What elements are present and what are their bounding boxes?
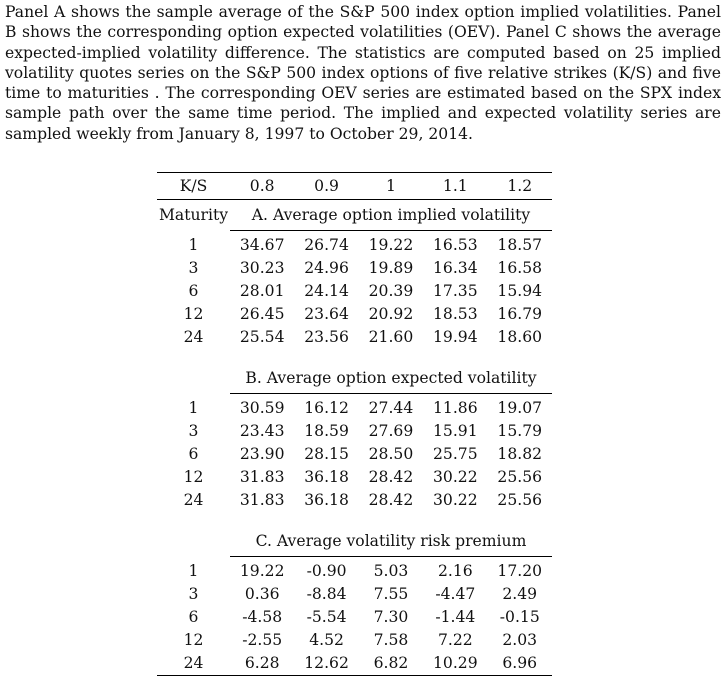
value-cell: -4.58 [242,608,283,626]
blank-cell [157,363,230,394]
value-cell: 27.69 [368,422,414,440]
volatility-table-body [157,173,552,676]
value-cell: 19.94 [432,328,478,346]
value-cell: -8.84 [306,585,347,603]
value-cell: 23.43 [239,422,285,440]
value-cell: 36.18 [304,491,349,509]
value-cell: 19.89 [368,259,414,277]
value-cell: 2.49 [502,585,538,603]
table-row [157,629,552,652]
panel-title: A. Average option implied volatility [230,200,552,231]
value-cell: 26.74 [304,236,349,254]
value-cell: 28.15 [304,445,349,463]
value-cell: 27.44 [368,399,414,417]
value-cell: 15.79 [497,422,543,440]
maturity-cell: 24 [157,652,230,676]
value-cell: 17.35 [432,282,478,300]
value-cell: 11.86 [432,399,478,417]
spacer-cell [157,349,552,363]
panel-title: B. Average option expected volatility [230,363,552,394]
value-cell: 21.60 [368,328,414,346]
maturity-cell: 3 [188,422,199,440]
strike-header: 0.9 [294,173,358,200]
table-row [157,606,552,629]
value-cell: 23.56 [304,328,349,346]
table-row [157,583,552,606]
table-row [157,420,552,443]
value-cell: 16.34 [432,259,478,277]
maturity-cell: 1 [188,398,199,417]
maturity-cell: 3 [188,259,199,277]
value-cell: 0.36 [244,585,280,603]
value-cell: 18.60 [497,328,543,346]
maturity-label: Maturity [158,205,229,224]
value-cell: 19.22 [239,562,285,580]
value-cell: 7.22 [437,631,473,649]
header-ks-label: K/S [157,173,230,200]
maturity-cell: 6 [188,608,199,626]
value-cell: 16.12 [304,399,349,417]
panel-title-row [157,363,552,394]
panel-title-row [157,526,552,557]
value-cell: 34.67 [239,236,285,254]
strike-header: 1.2 [488,173,553,200]
table-row [157,652,552,676]
value-cell: 7.30 [373,608,409,626]
strike-header: 0.8 [230,173,294,200]
value-cell: 12.62 [294,652,358,676]
panel-title-row [157,200,552,231]
value-cell: 25.75 [432,445,478,463]
value-cell: 24.96 [304,259,349,277]
value-cell: 5.03 [373,562,409,580]
table-row [157,466,552,489]
panel-spacer [157,512,552,526]
value-cell: 15.91 [432,422,478,440]
value-cell: 28.42 [368,468,414,486]
strike-header: 1.1 [423,173,487,200]
value-cell: -0.15 [499,608,540,626]
table-row [157,394,552,421]
value-cell: 19.07 [497,399,543,417]
value-cell: 15.94 [497,282,543,300]
value-cell: 28.01 [239,282,285,300]
value-cell: -2.55 [242,631,283,649]
value-cell: 31.83 [239,491,285,509]
value-cell: 26.45 [239,305,285,323]
value-cell: 18.82 [497,445,543,463]
value-cell: 30.22 [432,491,478,509]
value-cell: 25.56 [497,468,543,486]
table-row [157,303,552,326]
maturity-cell: 6 [188,445,199,463]
maturity-cell: 3 [188,585,199,603]
maturity-cell: 12 [183,468,204,486]
value-cell: 7.55 [373,585,409,603]
maturity-cell: 24 [183,491,204,509]
table-row [157,280,552,303]
value-cell: 4.52 [309,631,344,649]
value-cell: 10.29 [423,652,487,676]
value-cell: -5.54 [306,608,347,626]
value-cell: 20.92 [368,305,414,323]
table-row [157,557,552,584]
value-cell: 30.22 [432,468,478,486]
value-cell: 31.83 [239,468,285,486]
value-cell: 6.96 [488,652,553,676]
value-cell: 25.54 [239,328,285,346]
volatility-table [157,172,552,676]
value-cell: 7.58 [373,631,409,649]
value-cell: 16.79 [497,305,543,323]
value-cell: 19.22 [368,236,414,254]
value-cell: 16.58 [497,259,543,277]
value-cell: -0.90 [306,562,347,580]
maturity-cell: 6 [188,282,199,300]
value-cell: 20.39 [368,282,414,300]
value-cell: 23.90 [239,445,285,463]
header-row [157,173,552,200]
maturity-cell: 24 [183,328,204,346]
value-cell: 28.50 [368,445,414,463]
value-cell: 24.14 [304,282,349,300]
value-cell: 2.16 [437,562,473,580]
table-row [157,231,552,258]
value-cell: 30.23 [239,259,285,277]
value-cell: 18.57 [497,236,543,254]
table-row [157,257,552,280]
value-cell: 36.18 [304,468,349,486]
maturity-cell: 12 [183,631,204,649]
value-cell: 25.56 [497,491,543,509]
value-cell: 6.82 [359,652,423,676]
value-cell: 23.64 [304,305,349,323]
value-cell: -4.47 [435,585,476,603]
panel-spacer [157,349,552,363]
maturity-cell: 1 [188,561,199,580]
table-caption: Panel A shows the sample average of the S&P 500 index option implied volatilities. Panel B shows the corresponding option expected volatilities (OEV). Panel C shows the average expected-implied volatility difference. The statistics are computed based on 25 implied volatility quotes series on the S&P 500 index options of five relative strikes (K/S) and five time to maturities . The corresponding OEV series are estimated based on the SPX index sample path over the same time period. The implied and expected volatility series are sampled weekly from January 8, 1997 to October 29, 2014. [5,3,721,143]
value-cell: -1.44 [435,608,476,626]
value-cell: 18.59 [304,422,349,440]
value-cell: 6.28 [230,652,294,676]
value-cell: 18.53 [432,305,478,323]
value-cell: 2.03 [502,631,538,649]
table-row [157,489,552,512]
value-cell: 28.42 [368,491,414,509]
table-row [157,326,552,349]
value-cell: 30.59 [239,399,285,417]
value-cell: 16.53 [432,236,478,254]
maturity-cell: 1 [188,235,199,254]
panel-title: C. Average volatility risk premium [230,526,552,557]
strike-header: 1 [359,173,423,200]
value-cell: 17.20 [497,562,543,580]
maturity-cell: 12 [183,305,204,323]
blank-cell [157,526,230,557]
spacer-cell [157,512,552,526]
table-row [157,443,552,466]
